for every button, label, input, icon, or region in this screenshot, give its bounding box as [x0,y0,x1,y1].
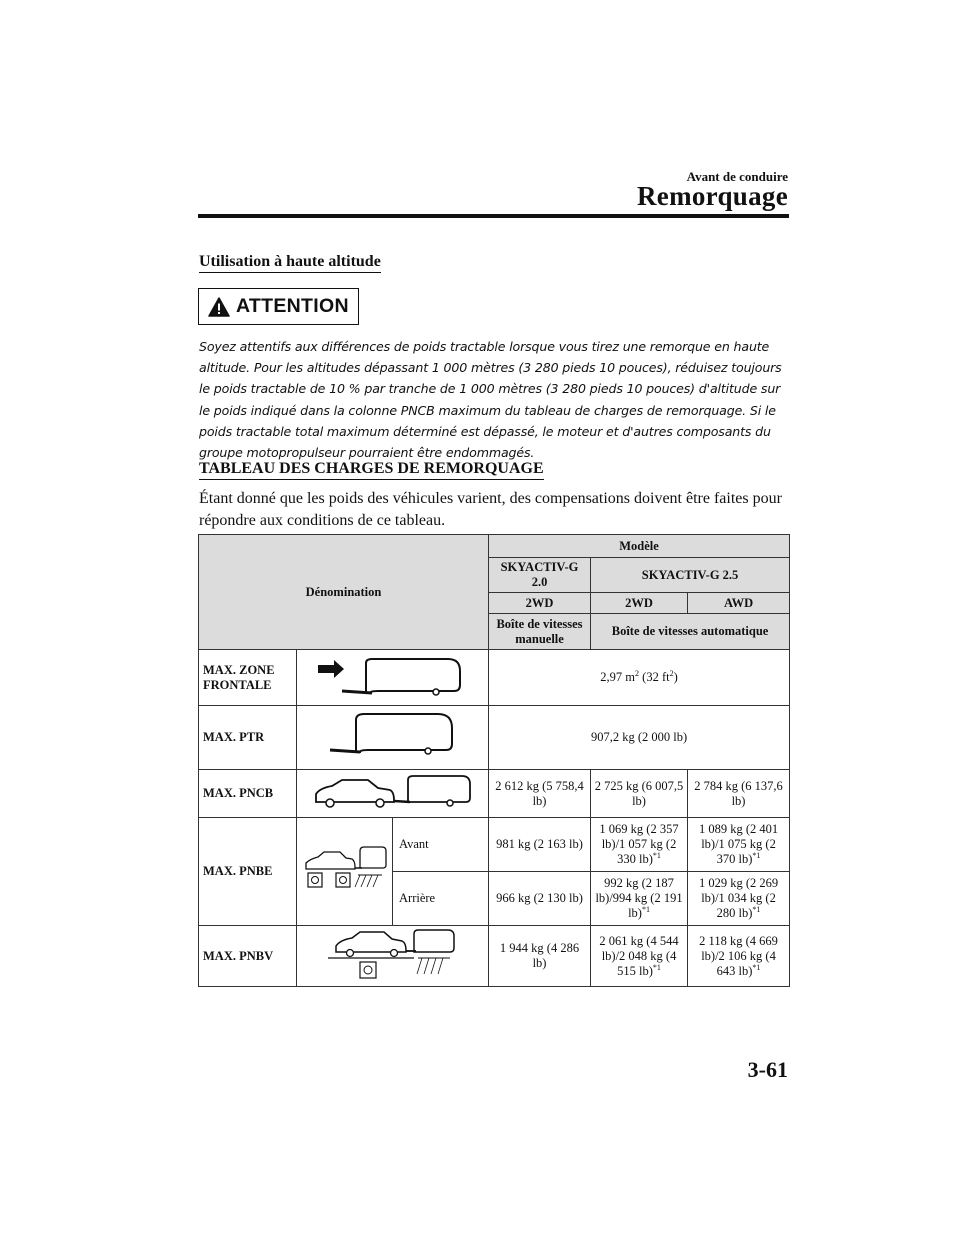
header-rule [198,214,789,218]
pnbe-illustration [297,818,393,926]
row-label-pnbv: MAX. PNBV [199,926,297,987]
pnbe-rear-value-3: 1 029 kg (2 269 lb)/1 034 kg (2 280 lb)$^{*1}$ [688,872,790,926]
axle-scale-icon [300,835,390,905]
engine-header-2-5: SKYACTIV-G 2.5 [591,558,790,593]
row-label-pnbe: MAX. PNBE [199,818,297,926]
pnbv-value-1: 1 944 kg (4 286 lb) [489,926,591,987]
pncb-value-3: 2 784 kg (6 137,6 lb) [688,770,790,818]
transmission-header-automatic: Boîte de vitesses automatique [591,614,790,650]
ptr-illustration [297,706,489,770]
warning-triangle-icon [208,297,230,317]
drive-header-2: 2WD [591,593,688,614]
pncb-value-1: 2 612 kg (5 758,4 lb) [489,770,591,818]
drive-header-1: 2WD [489,593,591,614]
towing-table-intro: Étant donné que les poids des véhicules varient, des compensations doivent être faites pour répondre aux conditions de ce tableau. [199,490,782,529]
pnbe-front-value-2: 1 069 kg (2 357 lb)/1 057 kg (2 330 lb)$^{*1}$ [591,818,688,872]
towing-table-title: TABLEAU DES CHARGES DE REMORQUAGE [199,460,544,480]
pnbe-rear-label: Arrière [393,872,489,926]
transmission-header-manual: Boîte de vitesses manuelle [489,614,591,650]
row-label-frontal: MAX. ZONE FRONTALE [199,650,297,706]
page-number: 3-61 [747,1057,788,1082]
row-label-ptr: MAX. PTR [199,706,297,770]
pnbe-rear-value-1: 966 kg (2 130 lb) [489,872,591,926]
page-title: Remorquage [637,181,788,211]
model-header: Modèle [489,535,790,558]
frontal-area-illustration [297,650,489,706]
towing-load-table [198,534,790,987]
attention-box [198,288,359,325]
row-label-pncb: MAX. PNCB [199,770,297,818]
pnbv-value-2: 2 061 kg (4 544 lb)/2 048 kg (4 515 lb)$^{*1}$ [591,926,688,987]
pnbe-rear-value-2: 992 kg (2 187 lb)/994 kg (2 191 lb)$^{*1}$ [591,872,688,926]
high-altitude-title: Utilisation à haute altitude [199,253,381,273]
trailer-weight-icon [298,708,488,764]
pnbv-value-3: 2 118 kg (4 669 lb)/2 106 kg (4 643 lb)$^{*1}$ [688,926,790,987]
drive-header-3: AWD [688,593,790,614]
denomination-header: Dénomination [199,535,489,650]
pncb-illustration [297,770,489,818]
attention-text: Soyez attentifs aux différences de poids tractable lorsque vous tirez une remorque en haute altitude. Pour les altitudes dépassant 1 000 mètres (3 280 pieds 10 pouces), réduisez toujours le poids tractable de 10 % par tranche de 1 000 mètres (3 280 pieds 10 pouces) d'altitude sur le poids indiqué dans la colonne PNCB maximum du tableau de charges de remorquage. Si le poids tractable total maximum déterminé est dépassé, le moteur et d'autres composants du groupe motopropulseur pourraient être endommagés. [199,339,782,461]
pnbe-front-value-1: 981 kg (2 163 lb) [489,818,591,872]
vehicle-scale-icon [298,926,488,982]
pncb-value-2: 2 725 kg (6 007,5 lb) [591,770,688,818]
car-and-trailer-icon [298,772,488,812]
ptr-value: 907,2 kg (2 000 lb) [489,706,790,770]
attention-label: ATTENTION [236,295,349,317]
pnbv-illustration [297,926,489,987]
trailer-frontal-icon [298,651,488,701]
frontal-value: 2,97 $m^2$ (32 $ft^2$) [489,650,790,706]
pnbe-front-label: Avant [393,818,489,872]
header-section-name: Avant de conduire [686,169,788,184]
engine-header-2-0: SKYACTIV-G 2.0 [489,558,591,593]
pnbe-front-value-3: 1 089 kg (2 401 lb)/1 075 kg (2 370 lb)$^{*1}$ [688,818,790,872]
